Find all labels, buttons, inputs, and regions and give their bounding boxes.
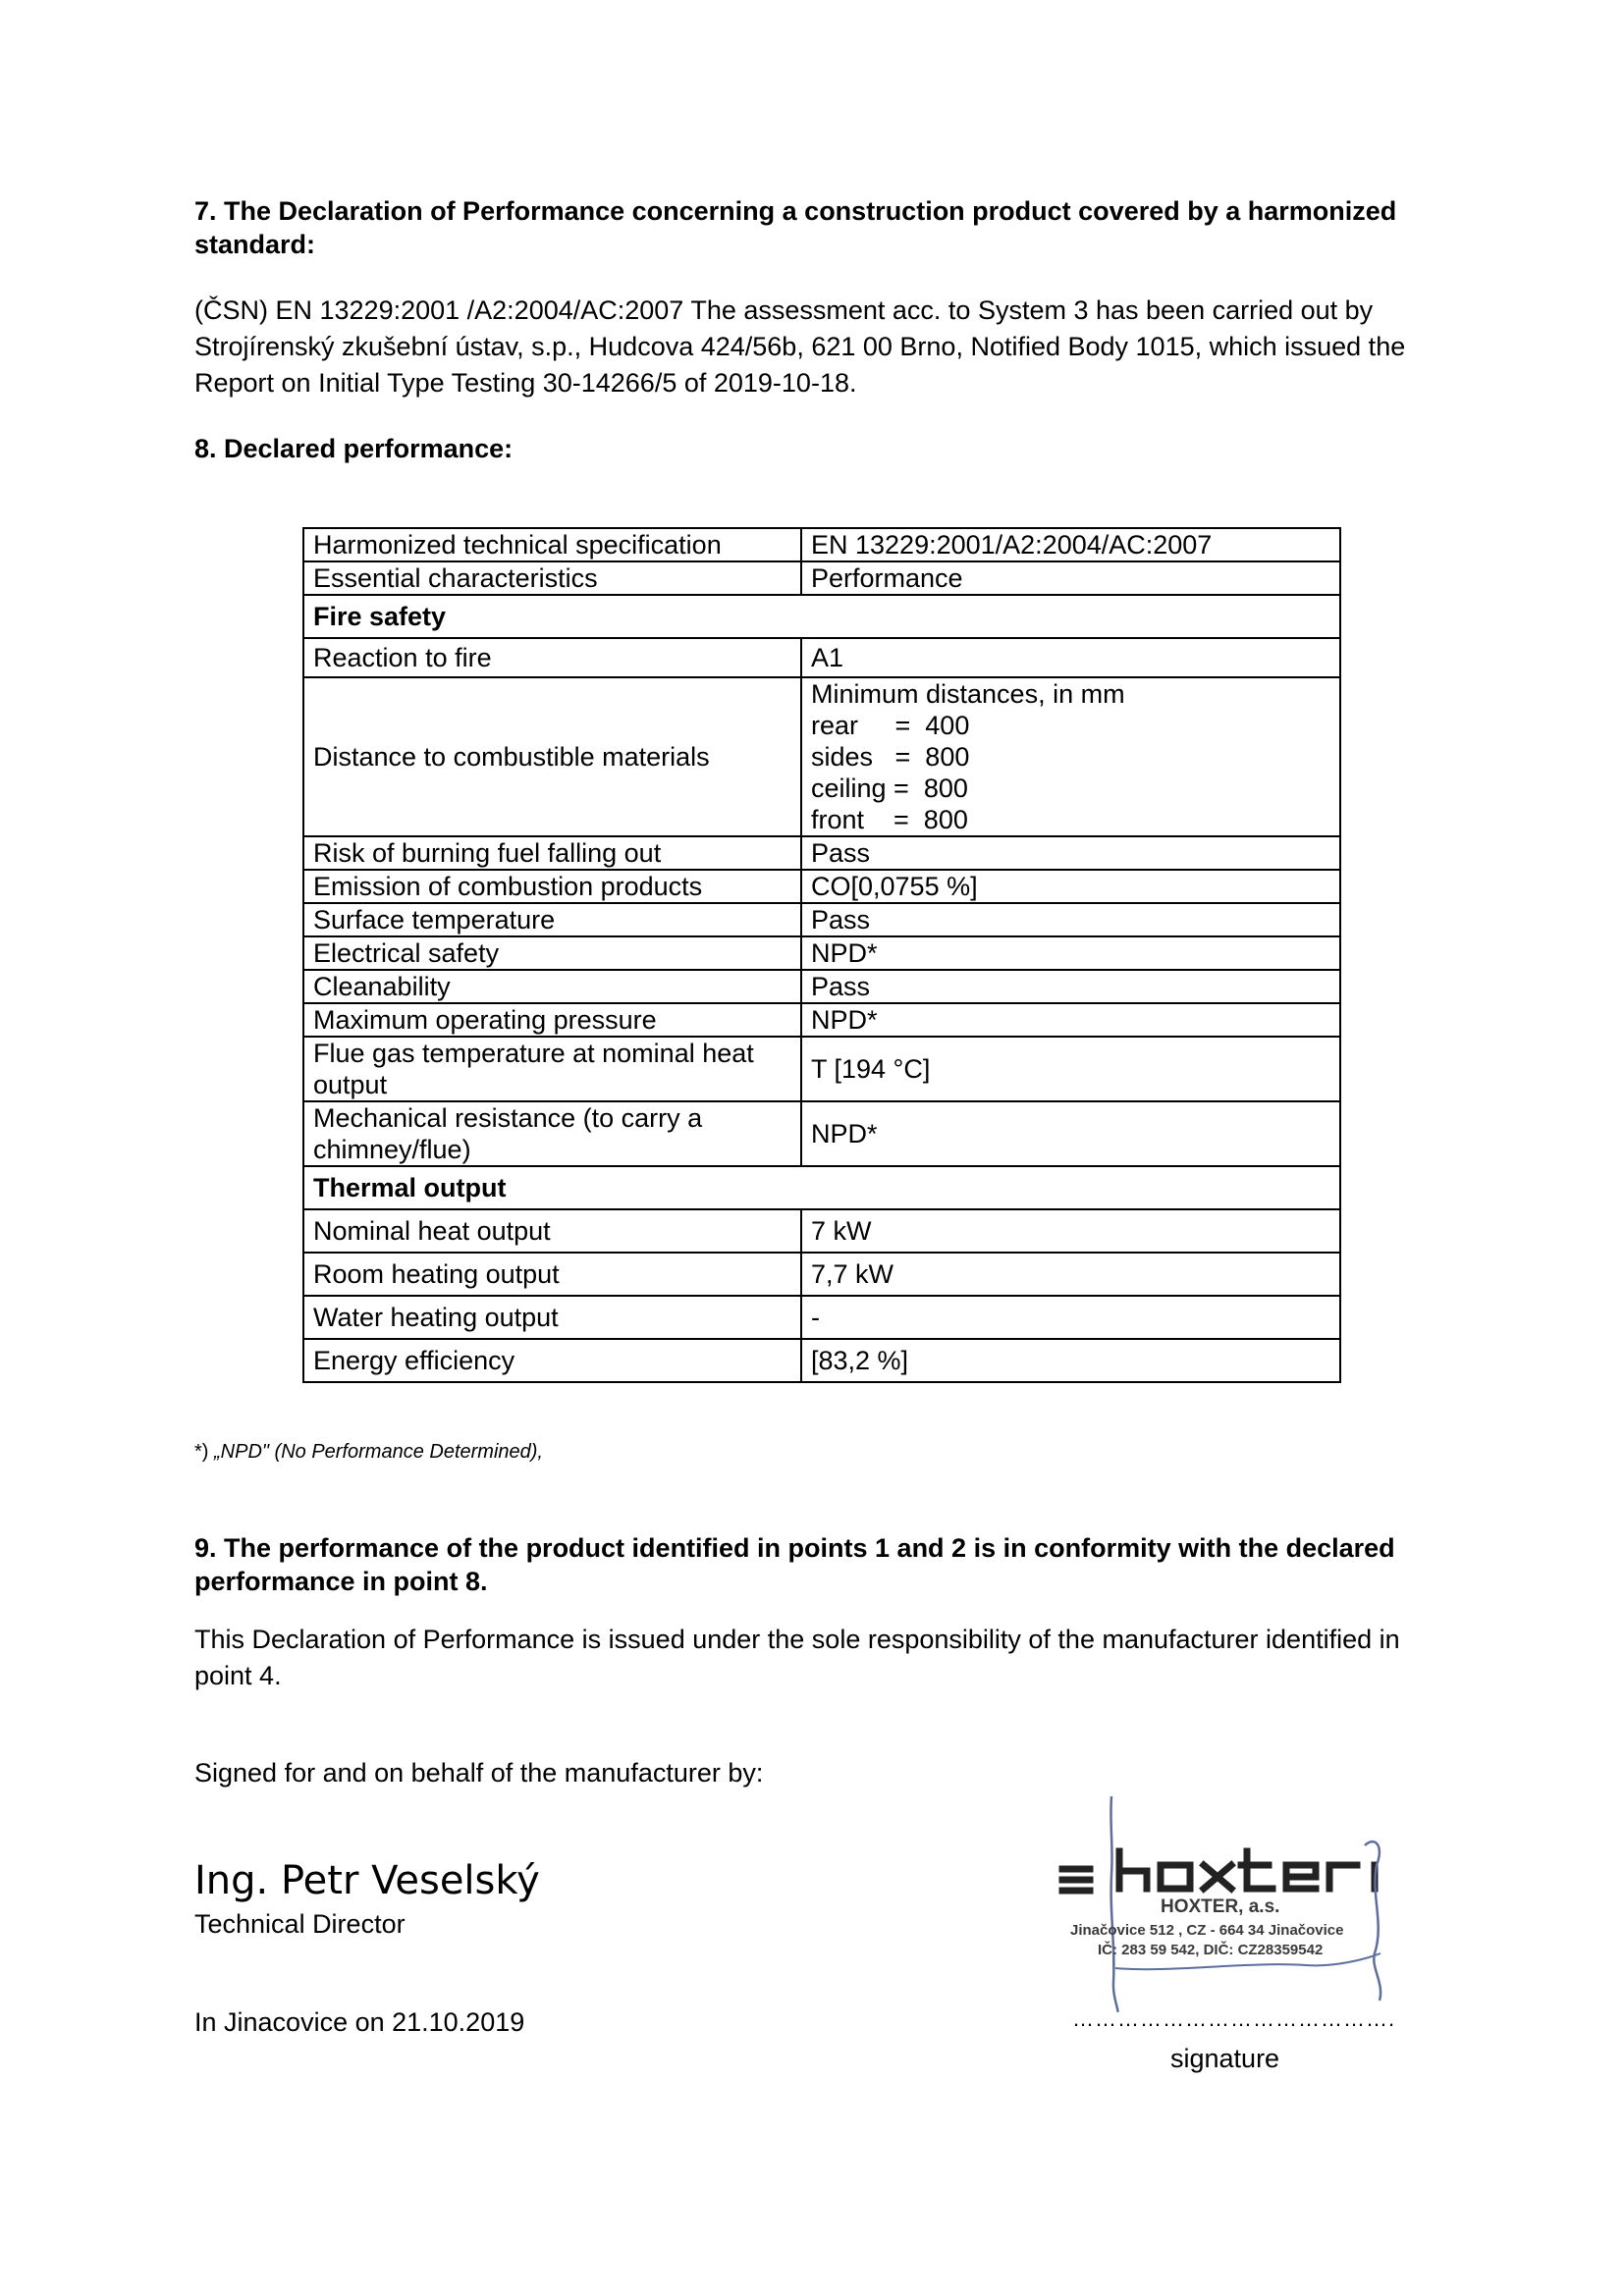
company-stamp: [1051, 1787, 1404, 2012]
table-cell: -: [801, 1296, 1340, 1339]
table-row: [303, 836, 1340, 870]
table-cell: Flue gas temperature at nominal heat output: [303, 1037, 801, 1101]
table-row: [303, 970, 1340, 1003]
table-cell: Surface temperature: [303, 903, 801, 936]
distance-line: rear = 400: [811, 711, 970, 740]
signer-name: Ing. Petr Veselský: [194, 1858, 540, 1903]
table-cell: Energy efficiency: [303, 1339, 801, 1382]
table-row: [303, 1003, 1340, 1037]
table-cell: Maximum operating pressure: [303, 1003, 801, 1037]
table-cell: T [194 °C]: [801, 1037, 1340, 1101]
table-row: [303, 1253, 1340, 1296]
section-7-body: (ČSN) EN 13229:2001 /A2:2004/AC:2007 The assessment acc. to System 3 has been carried out by Strojírenský zkušební ústav, s.p., Hudcova 424/56b, 621 00 Brno, Notified Body 1015, which issued the Report on Initial Type Testing 30-14266/5 of 2019-10-18.: [194, 295, 1406, 398]
table-cell: Distance to combustible materials: [303, 677, 801, 836]
table-cell: Nominal heat output: [303, 1209, 801, 1253]
table-cell: Pass: [801, 903, 1340, 936]
table-cell: NPD*: [801, 1003, 1340, 1037]
section-9-body: This Declaration of Performance is issued under the sole responsibility of the manufacturer identified in point 4.: [194, 1625, 1400, 1690]
section-label: Thermal output: [303, 1166, 1340, 1209]
distance-line: front = 800: [811, 805, 968, 834]
table-cell: EN 13229:2001/A2:2004/AC:2007: [801, 528, 1340, 561]
table-cell: Performance: [801, 561, 1340, 595]
table-row: [303, 1296, 1340, 1339]
table-row: [303, 903, 1340, 936]
signer-title: Technical Director: [194, 1909, 406, 1939]
table-cell: Risk of burning fuel falling out: [303, 836, 801, 870]
table-cell: Pass: [801, 970, 1340, 1003]
table-cell: Reaction to fire: [303, 638, 801, 677]
table-row: [303, 561, 1340, 595]
footnote-text: „NPD" (No Performance Determined),: [214, 1441, 543, 1463]
table-row: [303, 1339, 1340, 1382]
table-row: [303, 1209, 1340, 1253]
table-cell: Harmonized technical specification: [303, 528, 801, 561]
table-cell: CO[0,0755 %]: [801, 870, 1340, 903]
table-row: [303, 638, 1340, 677]
performance-table: [302, 527, 1341, 1383]
distance-line: Minimum distances, in mm: [811, 679, 1125, 709]
section-row-thermal-output: [303, 1166, 1340, 1209]
table-cell: Essential characteristics: [303, 561, 801, 595]
table-row: [303, 936, 1340, 970]
table-row: [303, 870, 1340, 903]
signed-for-line: Signed for and on behalf of the manufacturer by:: [194, 1758, 764, 1788]
table-cell: Electrical safety: [303, 936, 801, 970]
table-cell: Water heating output: [303, 1296, 801, 1339]
footnote: [194, 1441, 543, 1464]
signature-caption: signature: [1170, 2044, 1280, 2073]
table-cell: A1: [801, 638, 1340, 677]
table-cell: Pass: [801, 836, 1340, 870]
table-cell: [83,2 %]: [801, 1339, 1340, 1382]
table-row: [303, 1101, 1340, 1166]
distance-values-cell: [801, 677, 1340, 836]
place-and-date: In Jinacovice on 21.10.2019: [194, 2007, 525, 2037]
table-cell: 7,7 kW: [801, 1253, 1340, 1296]
section-8-heading: 8. Declared performance:: [194, 434, 514, 463]
table-row: [303, 528, 1340, 561]
table-cell: Cleanability: [303, 970, 801, 1003]
stamp-address: Jinačovice 512 , CZ - 664 34 Jinačovice: [1070, 1922, 1344, 1939]
table-cell: NPD*: [801, 1101, 1340, 1166]
section-9-heading: 9. The performance of the product identified in points 1 and 2 is in conformity with the declared performance in point 8.: [194, 1533, 1395, 1596]
signature-line: …………………………………….: [1072, 2006, 1396, 2031]
section-row-fire-safety: [303, 595, 1340, 638]
distance-line: sides = 800: [811, 742, 970, 772]
table-cell: Mechanical resistance (to carry a chimney/flue): [303, 1101, 801, 1166]
stamp-company: HOXTER, a.s.: [1161, 1896, 1280, 1917]
section-7-heading: 7. The Declaration of Performance concerning a construction product covered by a harmonized standard:: [194, 196, 1397, 259]
table-cell: 7 kW: [801, 1209, 1340, 1253]
table-cell: Emission of combustion products: [303, 870, 801, 903]
footnote-mark: *): [194, 1441, 209, 1463]
table-cell: Room heating output: [303, 1253, 801, 1296]
stamp-ids: IČ: 283 59 542, DIČ: CZ28359542: [1098, 1942, 1324, 1958]
distance-line: ceiling = 800: [811, 774, 968, 803]
section-label: Fire safety: [303, 595, 1340, 638]
table-cell: NPD*: [801, 936, 1340, 970]
table-row: [303, 1037, 1340, 1101]
table-row: [303, 677, 1340, 836]
